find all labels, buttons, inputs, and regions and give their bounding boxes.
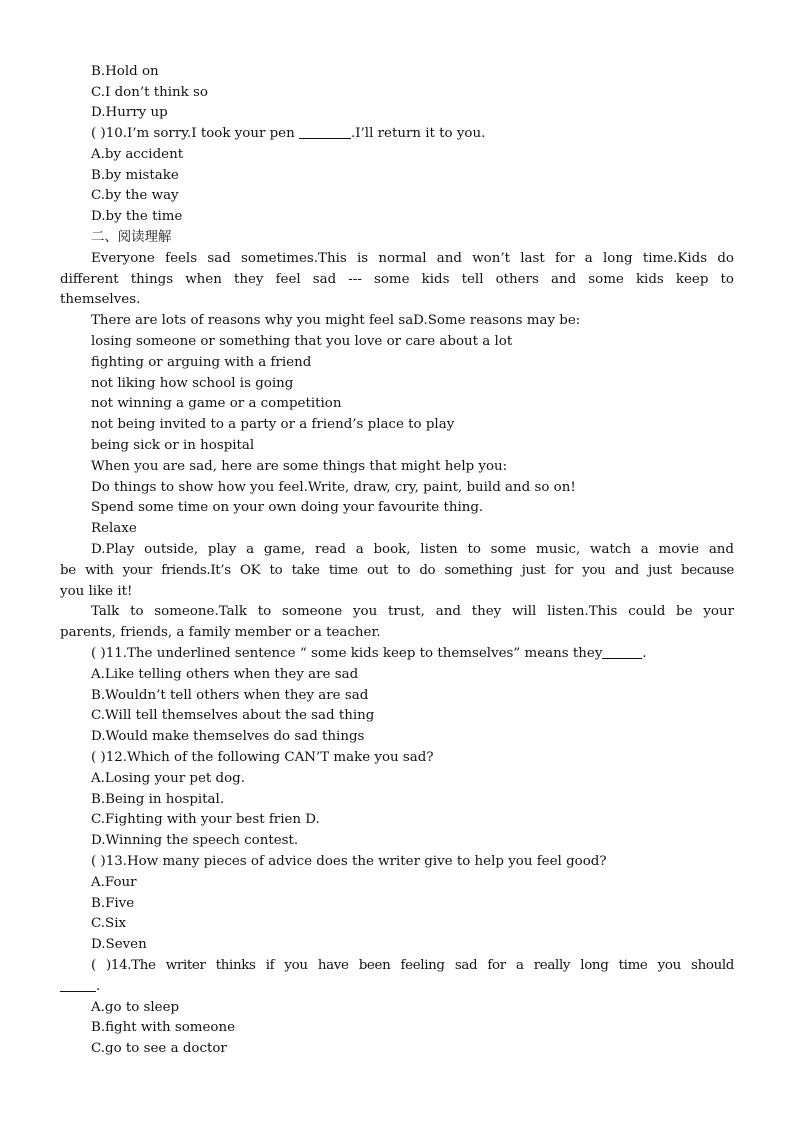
q12-option-d: D.Winning the speech contest. (91, 833, 299, 848)
passage-para1-line2: different things when they feel sad --- some kids tell others and some kids keep to (60, 272, 734, 287)
tip-item: Spend some time on your own doing your favourite thing. (91, 500, 484, 515)
passage-para-d-line3: you like it! (60, 584, 133, 599)
section-heading: 二、阅读理解 (91, 230, 172, 245)
passage-para1-line1: Everyone feels sad sometimes.This is normal and won’t last for a long time.Kids do (91, 251, 734, 266)
passage-talk-line2: parents, friends, a family member or a teacher. (60, 625, 381, 640)
answer-blank (60, 977, 96, 992)
reason-item: not liking how school is going (91, 376, 294, 391)
passage-para-d-line2: be with your friends.It’s OK to take time out to do something just for you and just because (60, 563, 734, 578)
q11-option-c: C.Will tell themselves about the sad thing (91, 708, 375, 723)
passage-para1-line3: themselves. (60, 292, 141, 307)
q14-option-c: C.go to see a doctor (91, 1041, 227, 1056)
q10-stem (91, 124, 734, 145)
q11-stem (91, 644, 734, 665)
q11-stem-end: . (642, 646, 647, 661)
q13-option-b: B.Five (91, 896, 135, 911)
q12-stem: ( )12.Which of the following CAN’T make you sad? (91, 750, 434, 765)
q12-option-a: A.Losing your pet dog. (91, 771, 245, 786)
help-intro: When you are sad, here are some things that might help you: (91, 459, 508, 474)
q9-option-b: B.Hold on (91, 64, 159, 79)
q11-option-b: B.Wouldn’t tell others when they are sad (91, 688, 369, 703)
q14-option-b: B.fight with someone (91, 1020, 236, 1035)
q13-option-a: A.Four (91, 875, 137, 890)
q10-stem-end: .I’ll return it to you. (351, 126, 486, 141)
q14-stem-continued (60, 977, 734, 998)
q11-option-a: A.Like telling others when they are sad (91, 667, 359, 682)
q10-stem-start: ( )10.I’m sorry.I took your pen (91, 126, 299, 141)
q9-option-d: D.Hurry up (91, 105, 168, 120)
answer-blank (299, 124, 351, 139)
tip-item: Do things to show how you feel.Write, draw, cry, paint, build and so on! (91, 480, 576, 495)
q11-option-d: D.Would make themselves do sad things (91, 729, 365, 744)
q13-option-c: C.Six (91, 916, 127, 931)
reason-item: not winning a game or a competition (91, 396, 342, 411)
q14-stem-end: . (96, 979, 101, 994)
q14-option-a: A.go to sleep (91, 1000, 180, 1015)
q13-option-d: D.Seven (91, 937, 147, 952)
passage-para2: There are lots of reasons why you might feel saD.Some reasons may be: (91, 313, 581, 328)
reason-item: being sick or in hospital (91, 438, 255, 453)
q10-option-d: D.by the time (91, 209, 183, 224)
reason-item: losing someone or something that you love or care about a lot (91, 334, 513, 349)
q13-stem: ( )13.How many pieces of advice does the writer give to help you feel good? (91, 854, 607, 869)
q14-stem: ( )14.The writer thinks if you have been feeling sad for a really long time you should (91, 958, 734, 973)
q9-option-c: C.I don’t think so (91, 85, 208, 100)
q11-stem-text: ( )11.The underlined sentence “ some kids keep to themselves” means they (91, 646, 603, 661)
answer-blank (602, 644, 642, 659)
q12-option-b: B.Being in hospital. (91, 792, 225, 807)
passage-para-d-line1: D.Play outside, play a game, read a book, listen to some music, watch a movie and (91, 542, 734, 557)
q12-option-c: C.Fighting with your best frien D. (91, 812, 320, 827)
q10-option-a: A.by accident (91, 147, 184, 162)
reason-item: not being invited to a party or a friend’s place to play (91, 417, 455, 432)
q10-option-c: C.by the way (91, 188, 179, 203)
tip-item: Relaxe (91, 521, 137, 536)
q10-option-b: B.by mistake (91, 168, 179, 183)
reason-item: fighting or arguing with a friend (91, 355, 312, 370)
passage-talk-line1: Talk to someone.Talk to someone you trust, and they will listen.This could be your (91, 604, 734, 619)
